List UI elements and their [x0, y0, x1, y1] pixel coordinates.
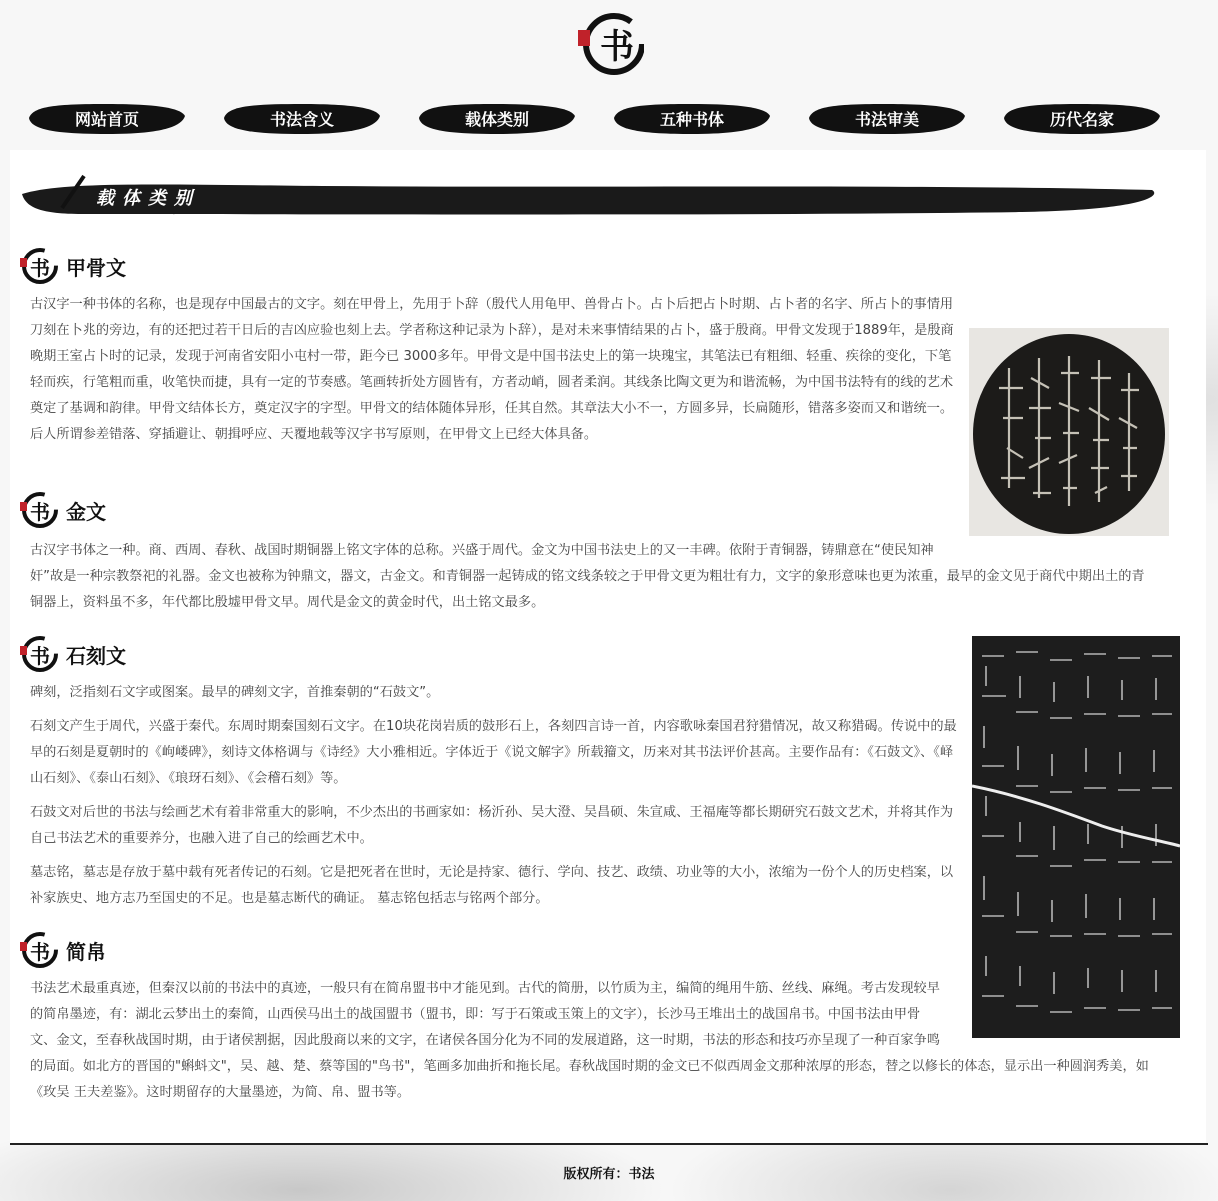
section-heading-shikewen: [18, 634, 126, 674]
nav-label: 书法审美: [854, 109, 919, 129]
paragraph-shikewen-1: 碑刻，泛指刻石文字或图案。最早的碑刻文字，首推秦朝的“石鼓文”。: [30, 685, 440, 700]
logo-icon: [578, 10, 644, 76]
oracle-bone-rubbing-image: [969, 328, 1169, 536]
nav-label: 五种书体: [659, 109, 724, 129]
paragraph-shikewen-3: 石鼓文对后世的书法与绘画艺术有着非常重大的影响，不少杰出的书画家如：杨沂孙、吴大澄、吴昌硕、朱宣咸、王福庵等都长期研究石鼓文艺术，并将其作为自己书法艺术的重要养分，也融入进了自己的绘画艺术中。: [30, 805, 954, 846]
main-nav: [0, 100, 1218, 140]
section-title: 金文: [66, 499, 106, 524]
nav-label: 历代名家: [1049, 109, 1114, 129]
ink-brush-icon: [18, 490, 58, 530]
nav-item-masters[interactable]: [1002, 100, 1162, 136]
section-heading-jianbo: [18, 930, 106, 970]
svg-text:书: 书: [30, 256, 50, 280]
paragraph-shikewen-4: 墓志铭，墓志是存放于墓中载有死者传记的石刻。它是把死者在世时，无论是持家、德行、学向、技艺、政绩、功业等的大小，浓缩为一份个人的历史档案，以补家族史、地方志乃至国史的不足。也是墓志断代的确证。 墓志铭包括志与铭两个部分。: [30, 865, 954, 906]
main-content: [10, 150, 1206, 1143]
svg-text:书: 书: [600, 27, 634, 67]
section-title: 简帛: [66, 939, 106, 964]
nav-item-carrier[interactable]: [417, 100, 577, 136]
nav-item-aesthetics[interactable]: [807, 100, 967, 136]
footer-divider: [10, 1143, 1208, 1145]
svg-text:书: 书: [30, 500, 50, 524]
nav-item-home[interactable]: [27, 100, 187, 136]
paragraph-jianbo: 书法艺术最重真迹，但秦汉以前的书法中的真迹，一般只有在简帛盟书中才能见到。古代的简册，以竹质为主，编简的绳用牛筋、丝线、麻绳。考古发现较早的简帛墨迹，有：湖北云梦出土的秦简，山西侯马出土的战国盟书（盟书，即：写于石策或玉策上的文字），长沙马王堆出土的战国帛书。中国书法由甲骨文、金文，至春秋战国时期，由于诸侯割据，因此殷商以来的文字，在诸侯各国分化为不同的发展道路，这一时期，书法的形态和技巧亦呈现了一种百家争鸣的局面。如北方的晋国的"蝌蚪文"，吴、越、楚、蔡等国的"鸟书"，笔画多加曲折和拖长尾。春秋战国时期的金文已不似西周金文那种浓厚的形态，替之以修长的体态，显示出一种圆润秀美，如《玫吴 王夫差鉴》。这时期留存的大量墨迹，为简、帛、盟书等。: [30, 981, 1149, 1100]
section-heading-jinwen: [18, 490, 106, 530]
nav-label: 载体类别: [464, 109, 529, 129]
ink-brush-icon: [18, 246, 58, 286]
paragraph-jinwen: 古汉字书体之一种。商、西周、春秋、战国时期铜器上铭文字体的总称。兴盛于周代。金文为中国书法史上的又一丰碑。依附于青铜器，铸鼎意在“使民知神奸”故是一种宗教祭祀的礼器。金文也被称为钟鼎文，器文，古金文。和青铜器一起铸成的铭文线条较之于甲骨文更为粗壮有力，文字的象形意味也更为浓重，最早的金文见于商代中期出土的青铜器上，资料虽不多，年代都比殷墟甲骨文早。周代是金文的黄金时代，出土铭文最多。: [30, 543, 1145, 610]
svg-text:书: 书: [30, 644, 50, 668]
nav-label: 网站首页: [74, 109, 139, 129]
section-title: 甲骨文: [66, 255, 126, 280]
section-heading-jiaguwen: [18, 246, 126, 286]
paragraph-jiaguwen: 古汉字一种书体的名称，也是现存中国最古的文字。刻在甲骨上，先用于卜辞（殷代人用龟甲、兽骨占卜。占卜后把占卜时期、占卜者的名字、所占卜的事情用刀刻在卜兆的旁边，有的还把过若干日后的吉凶应验也刻上去。学者称这种记录为卜辞），是对未来事情结果的占卜，盛于殷商。甲骨文发现于1889年，是殷商晚期王室占卜时的记录，发现于河南省安阳小屯村一带，距今已 3000多年。甲骨文是中国书法史上的第一块瑰宝，其笔法已有粗细、轻重、疾徐的变化，下笔轻而疾，行笔粗而重，收笔快而捷，具有一定的节奏感。笔画转折处方圆皆有，方者动峭，圆者柔润。其线条比陶文更为和谐流畅，为中国书法特有的线的艺术奠定了基调和韵律。甲骨文结体长方，奠定汉字的字型。甲骨文的结体随体异形，任其自然。其章法大小不一，方圆多异，长扁随形，错落多姿而又和谐统一。后人所谓参差错落、穿插避让、朝揖呼应、天覆地载等汉字书写原则，在甲骨文上已经大体具备。: [30, 297, 954, 442]
nav-label: 书法含义: [269, 109, 334, 129]
paragraph-shikewen-2: 石刻文产生于周代，兴盛于秦代。东周时期秦国刻石文字。在10块花岗岩质的鼓形石上，各刻四言诗一首，内容歌咏秦国君狩猎情况，故又称猎碣。传说中的最早的石刻是夏朝时的《岣嵝碑》，刻诗文体格调与《诗经》大小雅相近。字体近于《说文解字》所载籀文，历来对其书法评价甚高。主要作品有：《石鼓文》、《峄山石刻》、《泰山石刻》、《琅玡石刻》、《会稽石刻》等。: [30, 719, 957, 786]
ink-brush-icon: [18, 634, 58, 674]
nav-item-meaning[interactable]: [222, 100, 382, 136]
ink-brush-icon: [18, 930, 58, 970]
section-title: 石刻文: [66, 643, 126, 668]
nav-item-five-scripts[interactable]: [612, 100, 772, 136]
site-header: [0, 0, 1218, 150]
svg-text:书: 书: [30, 940, 50, 964]
footer-copyright: 版权所有：书法: [563, 1167, 655, 1182]
banner-title: 载体类别: [96, 188, 200, 209]
